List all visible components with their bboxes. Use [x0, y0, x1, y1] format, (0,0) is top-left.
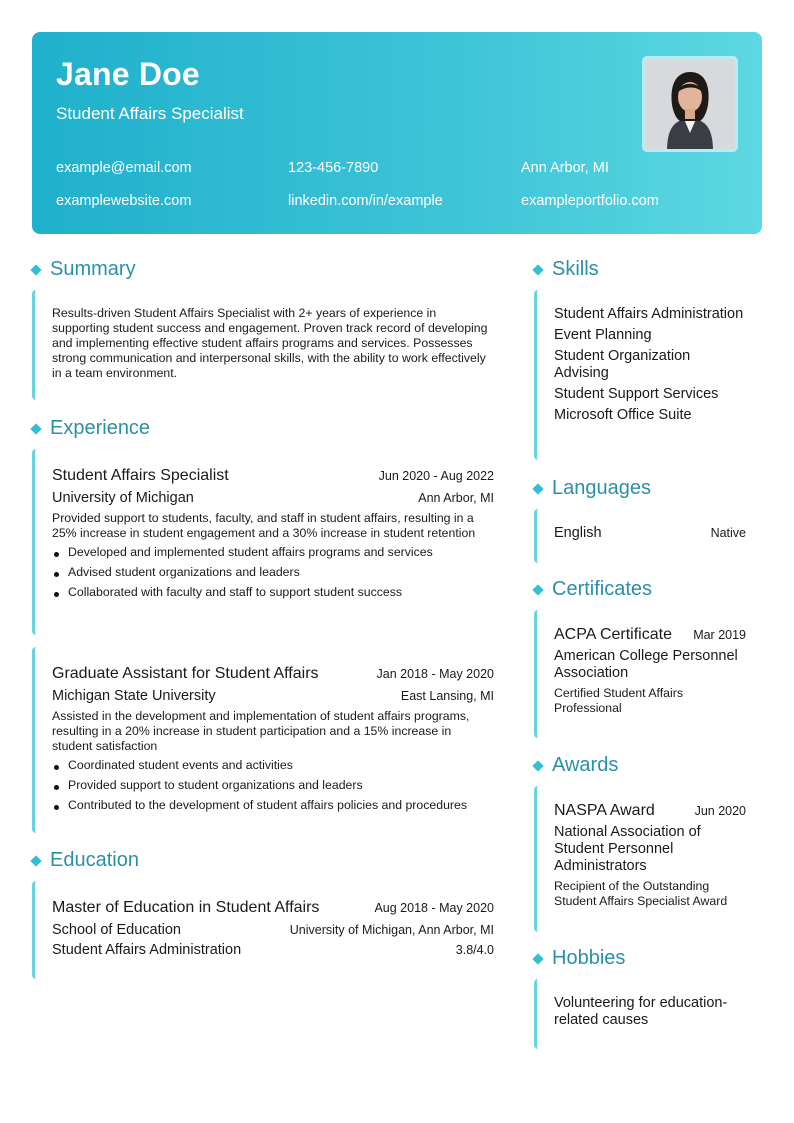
location-text: Ann Arbor, MI [521, 160, 609, 176]
awards-heading [532, 754, 618, 777]
languages-heading [532, 477, 651, 500]
certificates-block [534, 610, 746, 738]
school-name: School of Education [52, 922, 181, 938]
awards-block [534, 786, 746, 932]
accent-bar [32, 881, 36, 979]
email-link[interactable]: example@email.com [56, 160, 192, 176]
list-item: Coordinated student events and activities [52, 758, 494, 773]
portfolio-link[interactable]: exampleportfolio.com [521, 193, 659, 209]
candidate-name: Jane Doe [56, 56, 200, 92]
profile-photo [642, 56, 738, 152]
list-item: Advised student organizations and leaders [52, 565, 494, 580]
person-photo-icon [645, 59, 735, 149]
certificates-title: Certificates [552, 578, 653, 600]
degree-title: Master of Education in Student Affairs [52, 899, 320, 916]
awards-title: Awards [552, 754, 619, 776]
accent-bar [534, 290, 538, 460]
job-organization: University of Michigan [52, 490, 194, 506]
accent-bar [534, 786, 538, 932]
summary-block [32, 290, 494, 400]
list-item: Developed and implemented student affairs programs and services [52, 545, 494, 560]
website-link[interactable]: examplewebsite.com [56, 193, 192, 209]
award-name: NASPA Award [554, 802, 655, 819]
experience-item [32, 647, 494, 833]
diamond-bullet-icon [532, 760, 543, 771]
education-heading [30, 849, 139, 872]
job-title: Graduate Assistant for Student Affairs [52, 665, 319, 682]
job-bullets [52, 758, 494, 813]
diamond-bullet-icon [532, 953, 543, 964]
school-location: University of Michigan, Ann Arbor, MI [289, 923, 494, 937]
skill-item: Event Planning [554, 327, 652, 343]
accent-bar [534, 979, 538, 1049]
diamond-bullet-icon [532, 264, 543, 275]
job-title: Student Affairs Specialist [52, 467, 229, 484]
hobbies-block [534, 979, 746, 1049]
job-description: Provided support to students, faculty, and staff in student affairs, resulting in a 25% increase in student engagement and a 30% increase in student retention [52, 511, 476, 540]
education-dates: Aug 2018 - May 2020 [374, 901, 494, 915]
job-organization: Michigan State University [52, 688, 216, 704]
accent-bar [534, 610, 538, 738]
job-description: Assisted in the development and implementation of student affairs programs, resulting in a 20% increase in student participation and a 15% increase in student satisfaction [52, 709, 470, 753]
certificates-heading [532, 578, 652, 601]
certificate-description: Certified Student Affairs Professional [554, 686, 683, 715]
languages-title: Languages [552, 477, 651, 499]
skill-item: Student Organization Advising [554, 348, 691, 381]
certificate-issuer: American College Personnel Association [554, 648, 738, 681]
education-block [32, 881, 494, 979]
accent-bar [32, 647, 36, 833]
summary-text: Results-driven Student Affairs Specialist with 2+ years of experience in supporting student success and engagement. Proven track record of developing and implementing effective student affairs programs and services. Possesses strong communication and interpersonal skills, with the ability to work effectively in a team environment. [52, 306, 488, 380]
certificate-name: ACPA Certificate [554, 626, 672, 643]
list-item: Contributed to the development of student affairs policies and procedures [52, 798, 494, 813]
skill-item: Student Affairs Administration [554, 306, 744, 322]
accent-bar [32, 290, 36, 400]
hobby-item: Volunteering for education-related causes [554, 995, 728, 1028]
list-item: Provided support to student organizations and leaders [52, 778, 494, 793]
award-issuer: National Association of Student Personnel Administrators [554, 824, 701, 874]
award-description: Recipient of the Outstanding Student Affairs Specialist Award [554, 879, 728, 908]
accent-bar [534, 509, 538, 563]
diamond-bullet-icon [30, 264, 41, 275]
linkedin-link[interactable]: linkedin.com/in/example [288, 193, 443, 209]
skills-heading [532, 258, 599, 281]
list-item: Collaborated with faculty and staff to support student success [52, 585, 494, 600]
accent-bar [32, 449, 36, 635]
skills-title: Skills [552, 258, 599, 280]
experience-title: Experience [50, 417, 151, 439]
diamond-bullet-icon [30, 855, 41, 866]
hobbies-heading [532, 947, 625, 970]
gpa: 3.8/4.0 [455, 943, 494, 957]
language-level: Native [710, 526, 746, 540]
job-dates: Jun 2020 - Aug 2022 [378, 469, 494, 483]
summary-title: Summary [50, 258, 136, 280]
diamond-bullet-icon [532, 584, 543, 595]
diamond-bullet-icon [532, 483, 543, 494]
summary-heading [30, 258, 136, 281]
field-of-study: Student Affairs Administration [52, 942, 242, 958]
hobbies-title: Hobbies [552, 947, 626, 969]
phone-text: 123-456-7890 [288, 160, 379, 176]
skills-block [534, 290, 746, 460]
job-location: Ann Arbor, MI [418, 491, 494, 505]
languages-block [534, 509, 746, 563]
experience-item [32, 449, 494, 635]
diamond-bullet-icon [30, 423, 41, 434]
education-title: Education [50, 849, 139, 871]
certificate-date: Mar 2019 [693, 628, 746, 642]
skill-item: Student Support Services [554, 386, 719, 402]
experience-heading [30, 417, 150, 440]
candidate-role: Student Affairs Specialist [56, 104, 244, 123]
job-location: East Lansing, MI [400, 689, 494, 703]
job-dates: Jan 2018 - May 2020 [376, 667, 494, 681]
language-name: English [554, 525, 602, 541]
job-bullets [52, 545, 494, 600]
award-date: Jun 2020 [694, 804, 746, 818]
resume-header [32, 32, 762, 234]
skill-item: Microsoft Office Suite [554, 407, 692, 423]
